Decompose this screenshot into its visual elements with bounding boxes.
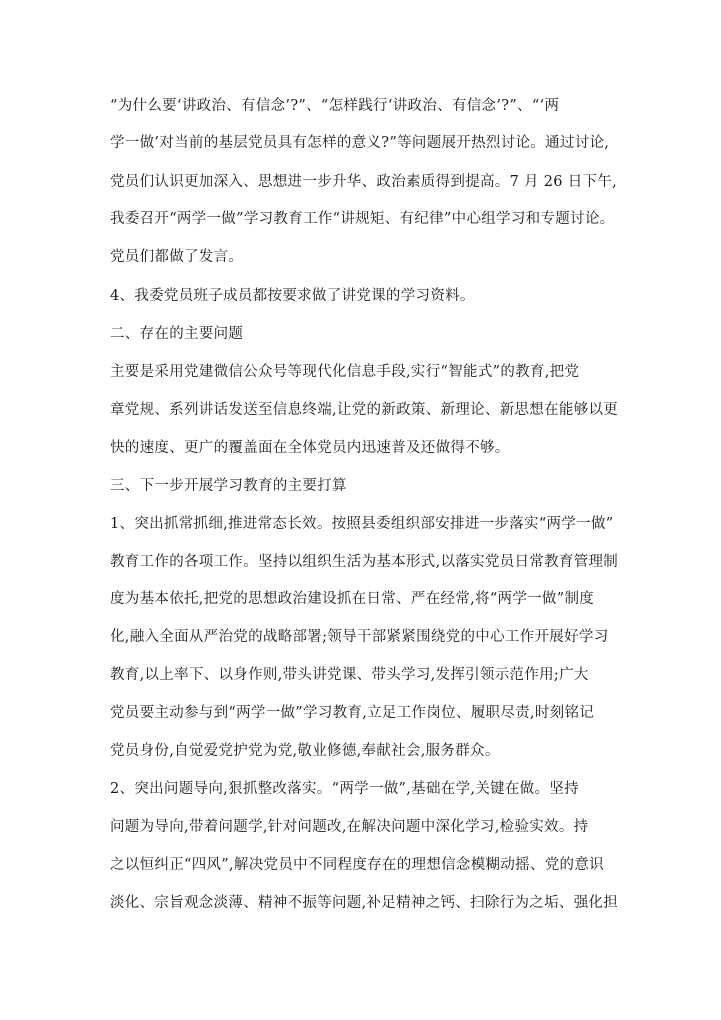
text-line: 化,融入全面从严治党的战略部署;领导干部紧紧围绕党的中心工作开展好学习 [110,629,609,645]
text-line: 我委召开“两学一做”学习教育工作“讲规矩、有纪律”中心组学习和专题讨论。 [110,211,615,227]
text-line: 教育工作的各项工作。坚持以组织生活为基本形式,以落实党员日常教育管理制 [110,554,619,570]
text-line: 淡化、宗旨观念淡薄、精神不振等问题,补足精神之钙、扫除行为之垢、强化担 [110,895,619,911]
text-line: “为什么要‘讲政治、有信念’?”、“怎样践行‘讲政治、有信念’?”、“‘两 [110,98,560,114]
text-line: 章党规、系列讲话发送至信息终端,让党的新政策、新理论、新思想在能够以更 [110,402,619,418]
text-line: 党员们认识更加深入、思想进一步升华、政治素质得到提高。7 月 26 日下午, [110,174,618,190]
section-heading: 三、下一步开展学习教育的主要打算 [110,478,347,494]
list-item: 1、突出抓常抓细,推进常态长效。按照县委组织部安排进一步落实“两学一做” [110,516,614,532]
text-line: 党员身份,自觉爱党护党为党,敬业修德,奉献社会,服务群众。 [110,743,500,759]
text-line: 度为基本依托,把党的思想政治建设抓在日常、严在经常,将“两学一做”制度 [110,591,595,607]
section-heading: 二、存在的主要问题 [110,326,244,342]
text-line: 主要是采用党建微信公众号等现代化信息手段,实行“智能式”的教育,把党 [110,364,580,380]
list-item: 2、突出问题导向,狠抓整改落实。“两学一做”,基础在学,关键在做。坚持 [110,781,579,797]
text-line: 快的速度、更广的覆盖面在全体党员内迅速普及还做得不够。 [110,440,510,456]
text-line: 党员们都做了发言。 [110,249,244,265]
text-line: 党员要主动参与到“两学一做”学习教育,立足工作岗位、履职尽责,时刻铭记 [110,705,595,721]
list-item: 4、我委党员班子成员都按要求做了讲党课的学习资料。 [110,288,475,304]
text-line: 之以恒纠正“四风”,解决党员中不同程度存在的理想信念模糊动摇、党的意识 [110,857,604,873]
text-line: 学一做’对当前的基层党员具有怎样的意义?”等问题展开热烈讨论。通过讨论, [110,135,610,151]
text-line: 教育,以上率下、以身作则,带头讲党课、带头学习,发挥引领示范作用;广大 [110,667,589,683]
text-line: 问题为导向,带着问题学,针对问题改,在解决问题中深化学习,检验实效。持 [110,819,589,835]
